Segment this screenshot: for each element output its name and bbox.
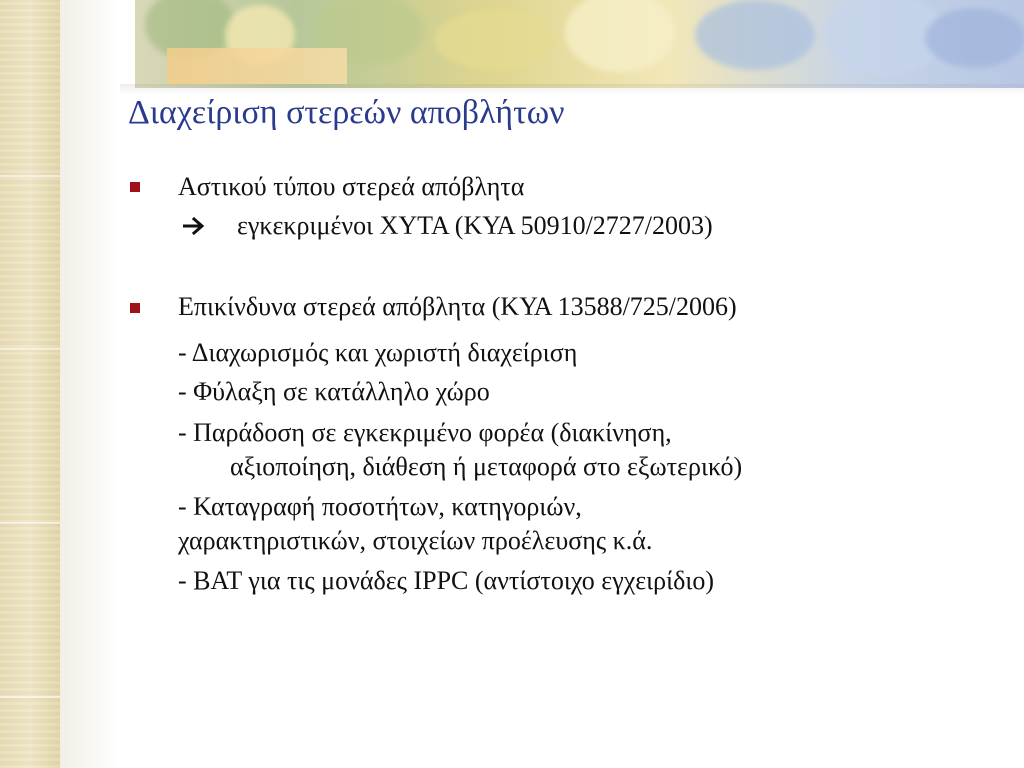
banner-orange-band: [167, 48, 347, 84]
square-bullet-icon: [130, 182, 140, 192]
slide-title: Διαχείριση στερεών αποβλήτων: [128, 94, 565, 131]
strip-seam: [0, 175, 60, 177]
top-decorative-banner: [135, 0, 1024, 88]
list-item: - Διαχωρισμός και χωριστή διαχείριση: [178, 338, 578, 367]
left-decorative-strip: [0, 0, 60, 768]
bullet-text: Επικίνδυνα στερεά απόβλητα (ΚΥΑ 13588/725/2006): [178, 292, 737, 321]
list-item-continuation: αξιοποίηση, διάθεση ή μεταφορά στο εξωτερικό): [230, 452, 743, 481]
list-item-continuation: χαρακτηριστικών, στοιχείων προέλευσης κ.ά.: [178, 526, 653, 555]
strip-seam: [0, 696, 60, 698]
banner-shadow: [120, 84, 1024, 94]
left-shadow: [60, 0, 120, 768]
list-item: - ΒΑΤ για τις μονάδες IPPC (αντίστοιχο εγχειρίδιο): [178, 566, 715, 595]
strip-seam: [0, 522, 60, 524]
bullet-text: Αστικού τύπου στερεά απόβλητα: [178, 172, 525, 201]
list-item: - Φύλαξη σε κατάλληλο χώρο: [178, 377, 490, 406]
strip-seam: [0, 348, 60, 350]
list-item: - Παράδοση σε εγκεκριμένο φορέα (διακίνηση,: [178, 418, 672, 447]
right-arrow-icon: [183, 217, 205, 235]
sub-item-text: εγκεκριμένοι ΧΥΤΑ (ΚΥΑ 50910/2727/2003): [237, 211, 713, 240]
square-bullet-icon: [130, 303, 140, 313]
list-item: - Καταγραφή ποσοτήτων, κατηγοριών,: [178, 492, 582, 521]
